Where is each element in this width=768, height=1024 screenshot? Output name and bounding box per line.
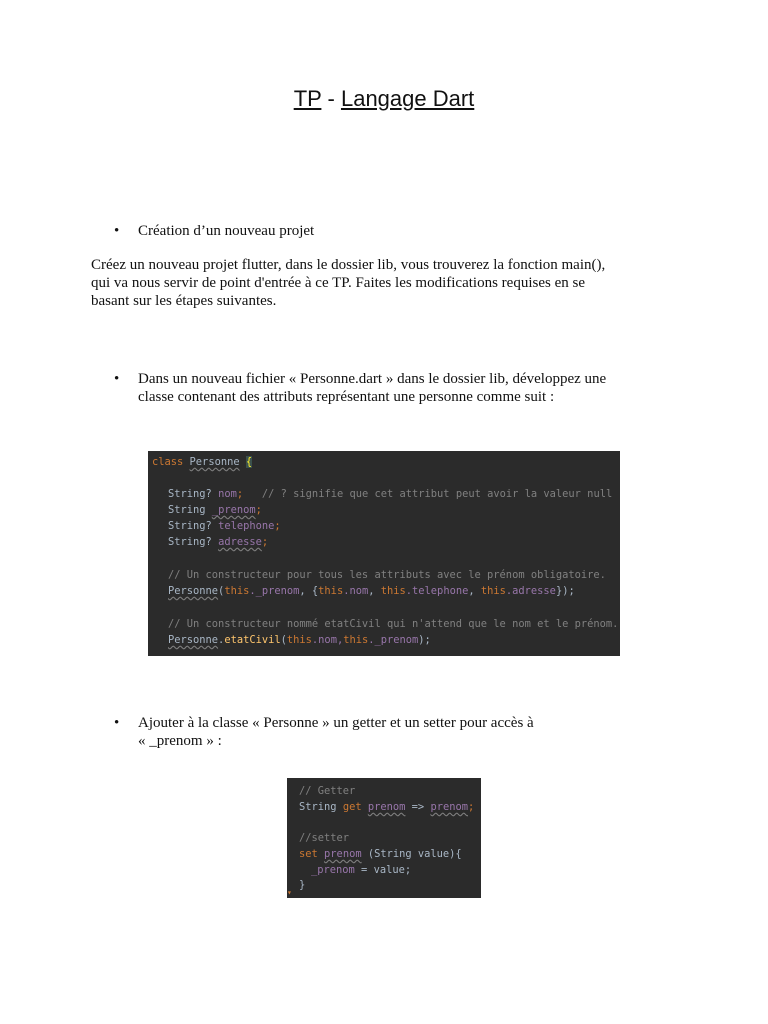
code-semicolon: ;: [236, 488, 244, 500]
code-comment: // Getter: [299, 785, 356, 797]
intro-line: basant sur les étapes suivantes.: [91, 293, 277, 309]
section-1-label: Création d’un nouveau projet: [138, 223, 315, 239]
code-class-name: Personne: [189, 456, 240, 468]
section-2-line-1: Dans un nouveau fichier « Personne.dart » dans le dossier lib, développez une: [138, 371, 607, 387]
code-snippet-getter-setter: [287, 778, 481, 898]
code-punct: , {: [299, 585, 319, 597]
section-2-line-2: classe contenant des attributs représentant une personne comme suit :: [138, 389, 555, 405]
code-line: [299, 847, 462, 861]
code-type: String?: [168, 520, 212, 532]
code-field: .telephone: [405, 585, 469, 597]
code-assignment: = value;: [354, 864, 412, 876]
code-field: telephone: [218, 520, 275, 532]
code-keyword: this: [286, 634, 312, 646]
code-field: prenom: [430, 801, 468, 813]
code-comment: //setter: [299, 832, 350, 844]
code-snippet-class-personne: [148, 451, 620, 656]
section-3-line-1: Ajouter à la classe « Personne » un getter et un setter pour accès à: [138, 715, 534, 731]
title-part-2: Langage Dart: [340, 86, 475, 111]
intro-line: Créez un nouveau projet flutter, dans le dossier lib, vous trouverez la fonction main(),: [91, 257, 606, 273]
code-field: _prenom: [211, 504, 256, 516]
code-keyword: this: [380, 585, 406, 597]
code-setter-name: prenom: [324, 848, 362, 860]
code-line: [168, 519, 281, 533]
code-keyword: this: [318, 585, 344, 597]
code-keyword: get: [342, 801, 362, 813]
code-keyword: class: [152, 456, 184, 468]
code-line: [299, 800, 474, 814]
code-type: String?: [168, 488, 212, 500]
section-3-line-2: « _prenom » :: [138, 733, 222, 749]
code-line: [299, 831, 349, 845]
code-line: [168, 568, 606, 582]
code-comment: // ? signifie que cet attribut peut avoir la valeur null: [261, 488, 613, 500]
code-line: [299, 784, 355, 798]
code-field: .nom,: [311, 634, 344, 646]
code-field: .nom: [343, 585, 369, 597]
code-punct: ,: [368, 585, 381, 597]
code-line: [152, 455, 252, 469]
code-keyword: this: [480, 585, 506, 597]
code-line: [168, 633, 431, 647]
code-comment: // Un constructeur nommé etatCivil qui n'attend que le nom et le prénom.: [168, 618, 619, 630]
code-field: adresse: [218, 536, 262, 548]
bullet-icon: •: [114, 371, 120, 387]
code-brace: {: [245, 456, 253, 468]
title-part-1: TP: [293, 86, 322, 111]
code-punct: ,: [468, 585, 481, 597]
code-class-name: Personne: [168, 634, 219, 646]
code-punct: (: [218, 585, 225, 597]
code-line: [168, 535, 268, 549]
code-field: nom: [218, 488, 237, 500]
code-keyword: this: [224, 585, 250, 597]
intro-line: qui va nous servir de point d'entrée à ce TP. Faites les modifications requises en se: [91, 275, 585, 291]
code-line: [168, 487, 612, 501]
code-field: ._prenom: [368, 634, 419, 646]
code-getter-name: prenom: [367, 801, 406, 813]
code-punct: );: [418, 634, 431, 646]
code-brace: }: [299, 879, 306, 891]
code-field: _prenom: [311, 864, 355, 876]
code-type: String: [168, 504, 206, 516]
code-semicolon: ;: [467, 801, 475, 813]
code-function-name: etatCivil: [224, 634, 281, 646]
code-punct: (: [280, 634, 287, 646]
code-punct: });: [555, 585, 575, 597]
code-params: (String value){: [361, 848, 462, 860]
code-keyword: set: [299, 848, 318, 860]
code-semicolon: ;: [255, 504, 262, 516]
code-line: [168, 503, 262, 517]
code-punct: =>: [405, 801, 431, 813]
code-type: String?: [168, 536, 212, 548]
code-line: [311, 863, 411, 877]
code-line: [168, 584, 575, 598]
code-comment: // Un constructeur pour tous les attributs avec le prénom obligatoire.: [168, 569, 606, 581]
fold-caret-icon: ▾: [287, 888, 292, 897]
code-semicolon: ;: [261, 536, 269, 548]
document-title: [0, 86, 768, 112]
title-separator: -: [321, 86, 341, 111]
code-keyword: this: [343, 634, 369, 646]
bullet-icon: •: [114, 223, 120, 239]
bullet-icon: •: [114, 715, 120, 731]
code-constructor-name: Personne: [168, 585, 219, 597]
code-line: [168, 617, 618, 631]
code-punct: .: [218, 634, 225, 646]
code-type: String: [299, 801, 337, 813]
intro-paragraph: [91, 256, 691, 310]
code-field: ._prenom: [249, 585, 300, 597]
code-semicolon: ;: [274, 520, 281, 532]
code-line: [299, 878, 305, 892]
code-field: .adresse: [505, 585, 556, 597]
